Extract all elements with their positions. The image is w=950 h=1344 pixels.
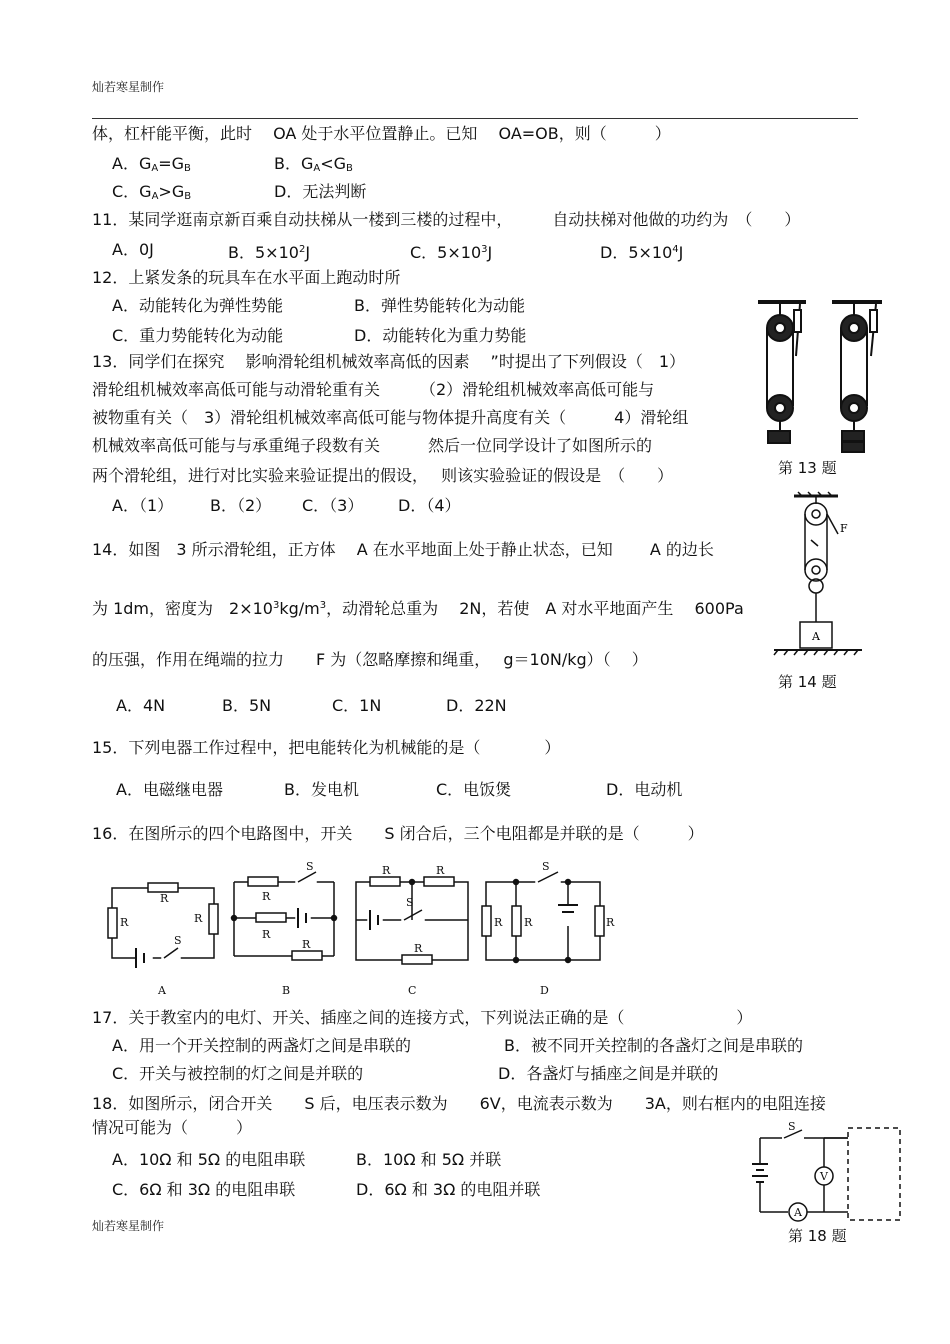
q16-circuit-figure (106, 860, 626, 1000)
q11-stem: 11．某同学逛南京新百乘自动扶梯从一楼到三楼的过程中， 自动扶梯对他做的功约为 （ ） (92, 210, 801, 229)
q13-caption: 第 13 题 (778, 459, 837, 477)
q16-b-switch-label: S (306, 860, 314, 873)
page-header: 灿若寒星制作 (92, 80, 165, 94)
q13-option-c: C．（3） (302, 496, 364, 515)
q10-option-b: B．$G_A<G_B$ (274, 154, 353, 174)
q16-label-b: B (282, 984, 291, 997)
header-rule (92, 118, 858, 119)
q16-d-switch-label: S (542, 860, 550, 873)
q17-option-c: C．开关与被控制的灯之间是并联的 (112, 1064, 364, 1083)
q18-option-b: B．10Ω 和 5Ω 并联 (356, 1150, 502, 1169)
q14-option-d: D．22N (446, 696, 507, 715)
q13-line-1: 13．同学们在探究 影响滑轮组机械效率高低的因素 ”时提出了下列假设（ 1） (92, 352, 686, 371)
q16-label-c: C (408, 984, 417, 997)
q17-option-a: A．用一个开关控制的两盏灯之间是串联的 (112, 1036, 411, 1055)
q12-option-b: B．弹性势能转化为动能 (354, 296, 525, 315)
q13-line-2: 滑轮组机械效率高低可能与动滑轮重有关 （2）滑轮组机械效率高低可能与 (92, 380, 655, 399)
q18-line-2: 情况可能为（ ） (92, 1118, 253, 1137)
q14-caption: 第 14 题 (778, 673, 837, 691)
q16-c-resistor-right-label: R (436, 864, 445, 877)
q15-option-d: D．电动机 (606, 780, 683, 799)
q18-switch-label: S (788, 1120, 796, 1133)
q15-option-c: C．电饭煲 (436, 780, 512, 799)
q15-option-a: A．电磁继电器 (116, 780, 223, 799)
q12-option-c: C．重力势能转化为动能 (112, 326, 284, 345)
q11-option-a: A．0J (112, 240, 154, 259)
q15-option-b: B．发电机 (284, 780, 359, 799)
q11-option-b: B．$5\times 10^2J$ (228, 243, 311, 262)
q10-option-d: D．无法判断 (274, 182, 367, 201)
q14-line-2: 为 1dm，密度为 $2\times 10^3kg/m^3$，动滑轮总重为 2N，若使 A 对水平地面产生 600Pa (92, 599, 744, 618)
q18-ammeter-label: A (794, 1206, 802, 1219)
q17-option-b: B．被不同开关控制的各盏灯之间是串联的 (504, 1036, 803, 1055)
q18-option-c: C．6Ω 和 3Ω 的电阻串联 (112, 1180, 296, 1199)
q14-line-1: 14．如图 3 所示滑轮组，正方体 A 在水平地面上处于静止状态，已知 A 的边长 (92, 540, 714, 559)
q14-pulley-figure (768, 490, 868, 665)
q10-option-c: C．$G_A>G_B$ (112, 182, 192, 202)
q16-label-a: A (158, 984, 166, 997)
q18-option-d: D．6Ω 和 3Ω 的电阻并联 (356, 1180, 541, 1199)
q13-line-3: 被物重有关（ 3）滑轮组机械效率高低可能与物体提升高度有关（ 4）滑轮组 (92, 408, 689, 427)
q16-stem: 16．在图所示的四个电路图中，开关 S 闭合后，三个电阻都是并联的是（ ） (92, 824, 704, 843)
q13-option-d: D．（4） (398, 496, 461, 515)
q17-option-d: D．各盏灯与插座之间是并联的 (498, 1064, 719, 1083)
q18-voltmeter-label: V (820, 1170, 828, 1183)
q16-b-resistor-mid-label: R (262, 928, 271, 941)
q13-option-a: A．（1） (112, 496, 174, 515)
q13-option-b: B．（2） (210, 496, 272, 515)
q18-option-a: A．10Ω 和 5Ω 的电阻串联 (112, 1150, 306, 1169)
q13-pulley-figure (750, 296, 895, 456)
q16-d-resistor-3-label: R (606, 916, 615, 929)
q16-d-resistor-1-label: R (494, 916, 503, 929)
q18-line-1: 18．如图所示，闭合开关 S 后，电压表示数为 6V，电流表示数为 3A，则右框内的电阻连接 (92, 1094, 826, 1113)
q16-label-d: D (540, 984, 549, 997)
q14-block-label: A (812, 630, 820, 643)
q18-circuit-figure (748, 1120, 908, 1230)
q10-stem: 体，杠杆能平衡，此时 OA 处于水平位置静止。已知 OA=OB，则（ ） (92, 124, 671, 143)
q12-option-d: D．动能转化为重力势能 (354, 326, 527, 345)
q14-force-label: F (840, 522, 848, 535)
q16-a-resistor-top-label: R (160, 892, 169, 905)
q18-caption: 第 18 题 (788, 1227, 847, 1245)
q14-option-a: A．4N (116, 696, 166, 715)
q16-b-resistor-top-label: R (262, 890, 271, 903)
q15-stem: 15．下列电器工作过程中，把电能转化为机械能的是（ ） (92, 738, 561, 757)
page-footer: 灿若寒星制作 (92, 1219, 165, 1233)
q16-c-resistor-left-label: R (382, 864, 391, 877)
q16-a-resistor-left-label: R (120, 916, 129, 929)
q16-d-resistor-2-label: R (524, 916, 533, 929)
q14-line-3: 的压强，作用在绳端的拉力 F 为（忽略摩擦和绳重， g＝10N/kg）（ ） (92, 650, 648, 669)
q11-option-c: C．$5\times 10^3J$ (410, 243, 493, 262)
q16-b-resistor-bottom-label: R (302, 938, 311, 951)
q13-line-5: 两个滑轮组，进行对比实验来验证提出的假设， 则该实验验证的假设是 （ ） (92, 466, 674, 485)
q11-option-d: D．$5\times 10^4J$ (600, 243, 684, 262)
q16-a-resistor-right-label: R (194, 912, 203, 925)
q16-c-resistor-bottom-label: R (414, 942, 423, 955)
q12-option-a: A．动能转化为弹性势能 (112, 296, 283, 315)
q17-stem: 17．关于教室内的电灯、开关、插座之间的连接方式，下列说法正确的是（ ） (92, 1008, 753, 1027)
q12-stem: 12．上紧发条的玩具车在水平面上跑动时所 (92, 268, 401, 287)
q13-line-4: 机械效率高低可能与与承重绳子段数有关 然后一位同学设计了如图所示的 (92, 436, 653, 455)
q16-c-switch-label: S (406, 896, 414, 909)
q16-a-switch-label: S (174, 934, 182, 947)
q14-option-c: C．1N (332, 696, 382, 715)
q14-option-b: B．5N (222, 696, 272, 715)
q10-option-a: A．$G_A=G_B$ (112, 154, 191, 174)
